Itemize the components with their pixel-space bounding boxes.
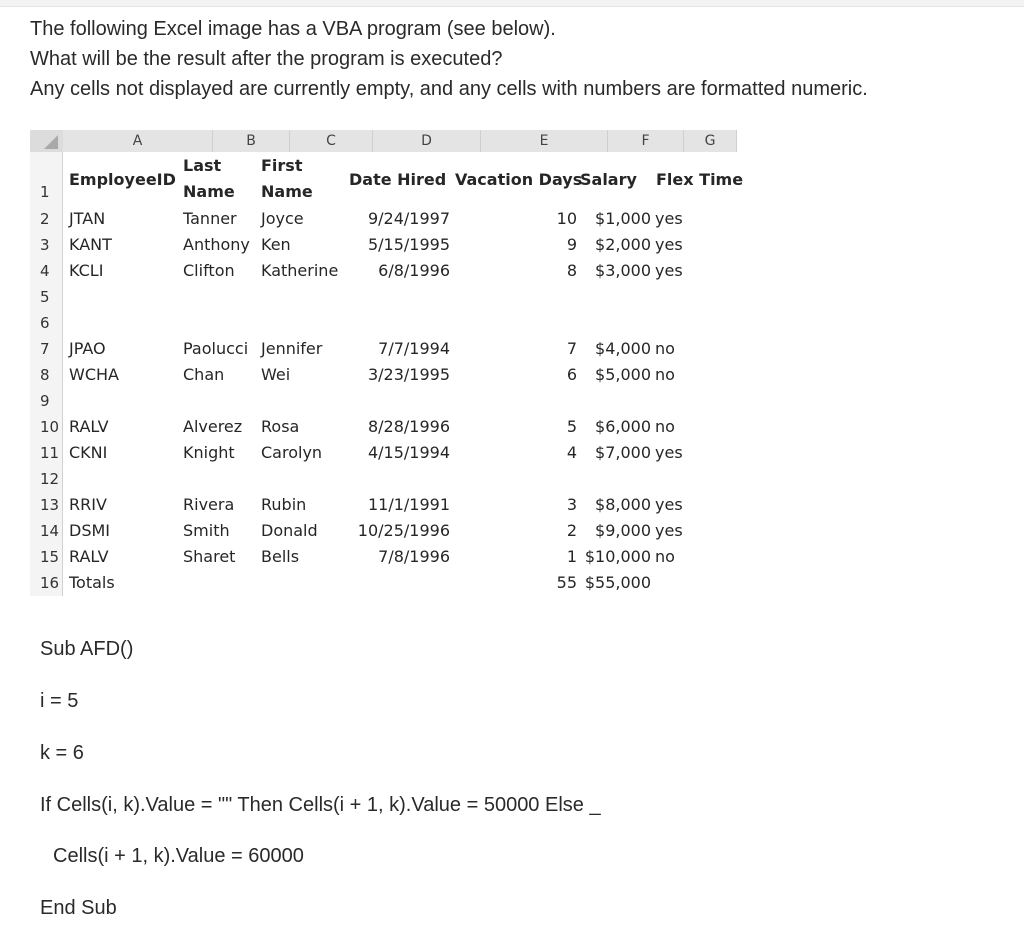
cell-last-name: Anthony — [183, 235, 250, 254]
cell-employee-id: RALV — [69, 417, 109, 436]
cell-employee-id: KCLI — [69, 261, 104, 280]
cell-salary: $7,000 — [595, 443, 651, 462]
question-line-3: Any cells not displayed are currently empty, and any cells with numbers are formatted numeric. — [30, 78, 868, 100]
select-all-corner — [30, 130, 63, 152]
cell-first-name: Jennifer — [261, 339, 323, 358]
column-header-a: A — [63, 130, 213, 152]
row-header: 4 — [30, 258, 63, 284]
row-header: 1 — [30, 152, 63, 206]
cell-vacation-days: 5 — [566, 417, 577, 436]
row-header: 2 — [30, 206, 63, 232]
header-last-name-line1: Last — [183, 156, 222, 175]
cell-first-name: Bells — [261, 547, 300, 566]
cell-vacation-days: 7 — [566, 339, 577, 358]
cell-flex-time: no — [655, 339, 675, 358]
header-date-hired: Date Hired — [349, 170, 447, 189]
cell-salary: $55,000 — [584, 573, 651, 592]
header-vacation-days: Vacation Days — [455, 170, 583, 189]
header-flex-time: Flex Time — [656, 170, 744, 189]
cell-vacation-days: 8 — [566, 261, 577, 280]
cell-first-name: Rubin — [261, 495, 307, 514]
row-header: 6 — [30, 310, 63, 336]
column-header-f: F — [608, 130, 684, 152]
cell-flex-time: yes — [655, 209, 683, 228]
cell-salary: $5,000 — [595, 365, 651, 384]
cell-date-hired: 7/7/1994 — [378, 339, 450, 358]
cell-date-hired: 5/15/1995 — [367, 235, 450, 254]
row-header: 13 — [30, 492, 63, 518]
cell-vacation-days: 3 — [566, 495, 577, 514]
row-header: 14 — [30, 518, 63, 544]
cell-salary: $6,000 — [595, 417, 651, 436]
question-line-1: The following Excel image has a VBA program (see below). — [30, 18, 556, 40]
cell-salary: $10,000 — [584, 547, 651, 566]
cell-salary: $9,000 — [595, 521, 651, 540]
cell-vacation-days: 6 — [566, 365, 577, 384]
cell-last-name: Paolucci — [183, 339, 249, 358]
cell-date-hired: 9/24/1997 — [367, 209, 450, 228]
cell-date-hired: 10/25/1996 — [357, 521, 450, 540]
cell-last-name: Smith — [183, 521, 230, 540]
cell-flex-time: no — [655, 365, 675, 384]
row-header: 16 — [30, 570, 63, 596]
cell-first-name: Donald — [261, 521, 318, 540]
cell-vacation-days: 9 — [566, 235, 577, 254]
question-text — [30, 14, 1010, 104]
cell-first-name: Joyce — [261, 209, 304, 228]
cell-flex-time: no — [655, 547, 675, 566]
cell-first-name: Carolyn — [261, 443, 323, 462]
cell-flex-time: yes — [655, 443, 683, 462]
code-line-k: k = 6 — [40, 742, 84, 764]
column-header-d: D — [373, 130, 481, 152]
row-header: 9 — [30, 388, 63, 414]
cell-flex-time: no — [655, 417, 675, 436]
cell-first-name: Katherine — [261, 261, 339, 280]
header-first-name-line1: First — [261, 156, 303, 175]
row-header: 12 — [30, 466, 63, 492]
cell-last-name: Alverez — [183, 417, 243, 436]
column-header-b: B — [213, 130, 290, 152]
question-line-2: What will be the result after the program is executed? — [30, 48, 503, 70]
cell-flex-time: yes — [655, 235, 683, 254]
cell-last-name: Chan — [183, 365, 225, 384]
cell-vacation-days: 2 — [566, 521, 577, 540]
cell-flex-time: yes — [655, 521, 683, 540]
cell-employee-id: CKNI — [69, 443, 108, 462]
cell-date-hired: 8/28/1996 — [367, 417, 450, 436]
cell-employee-id: RALV — [69, 547, 109, 566]
excel-spreadsheet-image — [30, 130, 744, 600]
cell-date-hired: 4/15/1994 — [367, 443, 450, 462]
cell-vacation-days: 10 — [556, 209, 577, 228]
code-line-end: End Sub — [40, 897, 117, 919]
top-divider — [0, 0, 1024, 7]
cell-employee-id: JPAO — [69, 339, 106, 358]
code-line-else: Cells(i + 1, k).Value = 60000 — [53, 845, 304, 867]
row-header: 15 — [30, 544, 63, 570]
cell-employee-id: RRIV — [69, 495, 107, 514]
row-header: 5 — [30, 284, 63, 310]
cell-employee-id: JTAN — [69, 209, 106, 228]
cell-employee-id: Totals — [69, 573, 115, 592]
row-header: 7 — [30, 336, 63, 362]
cell-salary: $2,000 — [595, 235, 651, 254]
header-last-name-line2: Name — [183, 182, 235, 201]
cell-salary: $4,000 — [595, 339, 651, 358]
cell-vacation-days: 1 — [566, 547, 577, 566]
cell-last-name: Clifton — [183, 261, 235, 280]
header-first-name-line2: Name — [261, 182, 313, 201]
cell-employee-id: WCHA — [69, 365, 119, 384]
column-header-e: E — [481, 130, 608, 152]
code-line-i: i = 5 — [40, 690, 79, 712]
code-line-sub: Sub AFD() — [40, 638, 134, 660]
cell-vacation-days: 55 — [556, 573, 577, 592]
cell-first-name: Ken — [261, 235, 291, 254]
header-employee-id: EmployeeID — [69, 170, 176, 189]
cell-last-name: Sharet — [183, 547, 236, 566]
cell-salary: $3,000 — [595, 261, 651, 280]
cell-last-name: Knight — [183, 443, 235, 462]
row-header: 8 — [30, 362, 63, 388]
cell-date-hired: 3/23/1995 — [367, 365, 450, 384]
row-header: 3 — [30, 232, 63, 258]
cell-date-hired: 6/8/1996 — [378, 261, 450, 280]
cell-first-name: Wei — [261, 365, 291, 384]
code-line-if: If Cells(i, k).Value = "" Then Cells(i + 1, k).Value = 50000 Else _ — [40, 794, 601, 816]
cell-vacation-days: 4 — [566, 443, 577, 462]
cell-date-hired: 7/8/1996 — [378, 547, 450, 566]
cell-first-name: Rosa — [261, 417, 300, 436]
column-header-g: G — [684, 130, 737, 152]
cell-salary: $1,000 — [595, 209, 651, 228]
cell-employee-id: KANT — [69, 235, 112, 254]
column-header-c: C — [290, 130, 373, 152]
header-salary: Salary — [580, 170, 637, 189]
cell-employee-id: DSMI — [69, 521, 110, 540]
cell-last-name: Rivera — [183, 495, 235, 514]
cell-date-hired: 11/1/1991 — [367, 495, 450, 514]
cell-flex-time: yes — [655, 261, 683, 280]
cell-last-name: Tanner — [183, 209, 237, 228]
row-header: 10 — [30, 414, 63, 440]
row-header: 11 — [30, 440, 63, 466]
cell-salary: $8,000 — [595, 495, 651, 514]
cell-flex-time: yes — [655, 495, 683, 514]
